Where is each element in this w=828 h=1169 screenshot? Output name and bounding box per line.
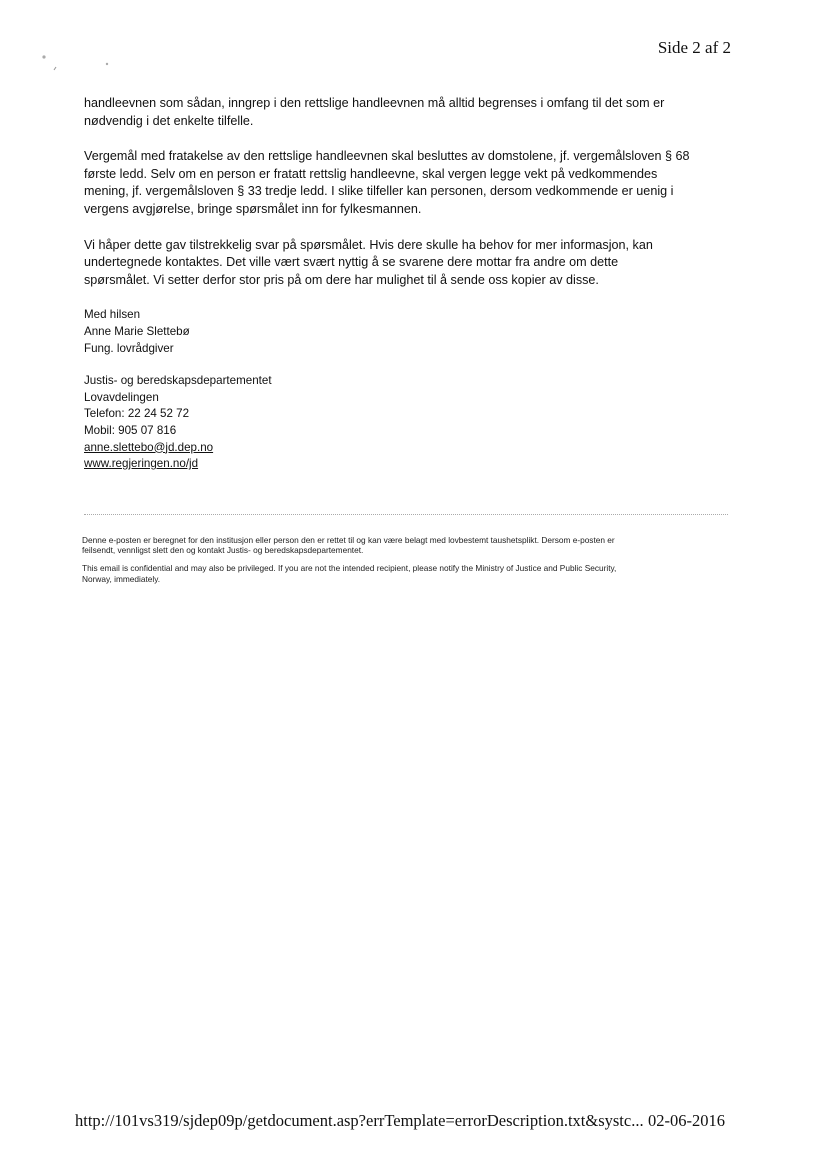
disclaimer-line: This email is confidential and may also be privileged. If you are not the intended recipient, please notify the Ministry of Justice and Public Security, [82, 563, 617, 574]
email-link[interactable]: anne.slettebo@jd.dep.no [84, 440, 214, 454]
mobile: Mobil: 905 07 816 [84, 423, 177, 437]
greeting: Med hilsen [84, 308, 141, 322]
page-number: Side 2 af 2 [657, 38, 731, 57]
signature-block [84, 307, 744, 357]
print-footer [75, 1111, 725, 1131]
scan-specks [38, 50, 118, 80]
signer-title: Fung. lovrådgiver [84, 341, 174, 355]
text-line: Vergemål med fratakelse av den rettslige handleevnen skal besluttes av domstolene, jf. vergemålsloven § 68 [84, 149, 690, 164]
disclaimer-norwegian [82, 535, 732, 555]
text-line: undertegnede kontaktes. Det ville vært svært nyttig å se svarene dere mottar fra andre om dette [84, 255, 619, 270]
unit: Lovavdelingen [84, 390, 159, 404]
text-line: nødvendig i det enkelte tilfelle. [84, 113, 254, 128]
disclaimer-line: Denne e-posten er beregnet for den institusjon eller person den er rettet til og kan være belagt med lovbestemt taushetsplikt. Dersom e-posten er [82, 535, 615, 545]
website-link[interactable]: www.regjeringen.no/jd [84, 457, 199, 471]
contact-block [84, 373, 744, 473]
disclaimer-english [82, 563, 732, 583]
paragraph-2 [84, 148, 744, 218]
text-line: første ledd. Selv om en person er fratatt rettslig handleevne, skal vergen legge vekt på vedkommendes [84, 166, 658, 181]
letter-body [84, 95, 744, 489]
disclaimer-line: Norway, immediately. [82, 573, 161, 584]
text-line: handleevnen som sådan, inngrep i den rettslige handleevnen må alltid begrenses i omfang til det som er [84, 96, 665, 110]
text-line: Vi håper dette gav tilstrekkelig svar på spørsmålet. Hvis dere skulle ha behov for mer informasjon, kan [84, 237, 653, 252]
phone: Telefon: 22 24 52 72 [84, 407, 190, 421]
department: Justis- og beredskapsdepartementet [84, 374, 272, 388]
text-line: mening, jf. vergemålsloven § 33 tredje ledd. I slike tilfeller kan personen, dersom vedkommende er uenig i [84, 184, 674, 199]
divider [84, 514, 728, 515]
paragraph-1 [84, 95, 744, 130]
signer-name: Anne Marie Slettebø [84, 324, 190, 338]
disclaimer [82, 535, 732, 592]
paragraph-3 [84, 237, 744, 290]
disclaimer-line: feilsendt, vennligst slett den og kontakt Justis- og beredskapsdepartementet. [82, 545, 364, 556]
footer-date: 02-06-2016 [648, 1111, 725, 1130]
footer-url: http://101vs319/sjdep09p/getdocument.asp?errTemplate=errorDescription.txt&systc... [75, 1111, 644, 1130]
text-line: vergens avgjørelse, bringe spørsmålet inn for fylkesmannen. [84, 201, 422, 216]
text-line: spørsmålet. Vi setter derfor stor pris på om dere har mulighet til å sende oss kopier av disse. [84, 272, 599, 287]
